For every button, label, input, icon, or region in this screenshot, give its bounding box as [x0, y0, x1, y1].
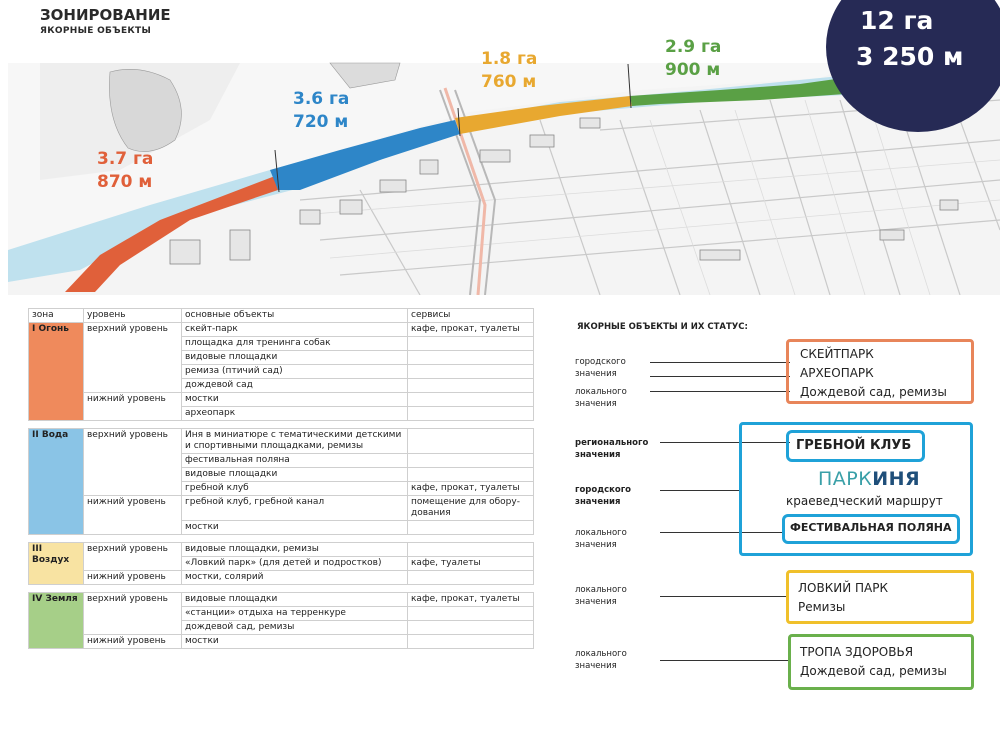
service-cell — [408, 365, 534, 379]
col-header-zone: зона — [29, 309, 84, 323]
service-cell — [408, 454, 534, 468]
zone-cell-air: III Воздух — [29, 543, 84, 585]
total-area: 12 га — [860, 6, 934, 35]
anchor-local-history-route: краеведческий маршрут — [786, 494, 943, 508]
zone-earth-area: 2.9 га — [665, 37, 722, 57]
zone-fire-label — [97, 148, 153, 194]
anchor-remizy: Ремизы — [798, 600, 846, 614]
object-cell: гребной клуб — [182, 482, 408, 496]
object-cell: площадка для тренинга собак — [182, 337, 408, 351]
service-cell — [408, 543, 534, 557]
zone-cell-fire: I Огонь — [29, 323, 84, 421]
table-row — [29, 635, 534, 649]
table-row — [29, 571, 534, 585]
anchor-box-air — [786, 570, 974, 624]
label-regional — [575, 437, 655, 461]
zone-air-length: 760 м — [481, 72, 537, 92]
col-header-objects: основные объекты — [182, 309, 408, 323]
status-title: ЯКОРНЫЕ ОБЪЕКТЫ И ИХ СТАТУС: — [577, 322, 748, 332]
service-cell — [408, 635, 534, 649]
connector-line — [660, 596, 788, 597]
object-cell: мостки — [182, 521, 408, 535]
service-cell — [408, 621, 534, 635]
park-inya-park: ПАРК — [818, 468, 873, 490]
anchor-agile-park: ЛОВКИЙ ПАРК — [798, 581, 888, 595]
object-cell: археопарк — [182, 407, 408, 421]
zone-fire-length: 870 м — [97, 172, 153, 192]
object-cell: видовые площадки, ремизы — [182, 543, 408, 557]
connector-line — [660, 490, 742, 491]
zone-earth-label — [665, 36, 721, 82]
service-cell: кафе, прокат, туалеты — [408, 482, 534, 496]
label-city-water-text: городского значения — [575, 485, 631, 507]
object-cell: скейт-парк — [182, 323, 408, 337]
connector-line — [650, 376, 790, 377]
connector-line — [650, 362, 790, 363]
anchor-archeopark: АРХЕОПАРК — [800, 366, 874, 380]
service-cell — [408, 351, 534, 365]
object-cell: фестивальная поляна — [182, 454, 408, 468]
label-local-earth: локального значения — [575, 649, 627, 671]
page-title: ЗОНИРОВАНИЕ — [40, 6, 171, 24]
service-cell — [408, 393, 534, 407]
label-city-water — [575, 484, 655, 508]
table-row — [29, 429, 534, 454]
label-local-fire: локального значения — [575, 387, 627, 409]
table-row — [29, 323, 534, 337]
zone-earth-length: 900 м — [665, 60, 721, 80]
service-cell — [408, 571, 534, 585]
object-cell: «станции» отдыха на терренкуре — [182, 607, 408, 621]
object-cell: «Ловкий парк» (для детей и подростков) — [182, 557, 408, 571]
zone-water-length: 720 м — [293, 112, 349, 132]
anchor-rowing-club: ГРЕБНОЙ КЛУБ — [796, 438, 912, 453]
object-cell: дождевой сад — [182, 379, 408, 393]
connector-line — [650, 391, 790, 392]
label-local-water: локального значения — [575, 528, 627, 550]
object-cell: мостки — [182, 393, 408, 407]
anchor-rain-garden-earth: Дождевой сад, ремизы — [800, 664, 947, 678]
zone-water-label — [293, 88, 349, 134]
object-cell: видовые площадки — [182, 468, 408, 482]
zone-water-area: 3.6 га — [293, 89, 350, 109]
service-cell: кафе, прокат, туалеты — [408, 593, 534, 607]
anchor-festival-glade: ФЕСТИВАЛЬНАЯ ПОЛЯНА — [790, 521, 952, 534]
service-cell — [408, 379, 534, 393]
anchor-health-trail: ТРОПА ЗДОРОВЬЯ — [800, 645, 914, 659]
level-cell: нижний уровень — [84, 635, 182, 649]
table-row — [29, 593, 534, 607]
object-cell: Иня в миниатюре с тематическими детскими и спортивными площадками, ремизы — [182, 429, 408, 454]
table-row — [29, 543, 534, 557]
col-header-level: уровень — [84, 309, 182, 323]
label-city-fire: городского значения — [575, 357, 626, 379]
service-cell — [408, 429, 534, 454]
level-cell: верхний уровень — [84, 593, 182, 635]
connector-line — [660, 660, 788, 661]
label-local-air: локального значения — [575, 585, 627, 607]
level-cell: нижний уровень — [84, 571, 182, 585]
zone-air-label — [481, 48, 537, 94]
object-cell: ремиза (птичий сад) — [182, 365, 408, 379]
object-cell: гребной клуб, гребной канал — [182, 496, 408, 521]
level-cell: верхний уровень — [84, 323, 182, 393]
anchor-rain-garden: Дождевой сад, ремизы — [800, 385, 947, 399]
table-gap — [29, 585, 534, 593]
park-inya-logo — [818, 468, 920, 490]
table-row — [29, 393, 534, 407]
service-cell — [408, 468, 534, 482]
anchor-skatepark: СКЕЙТПАРК — [800, 347, 874, 361]
park-inya-inya: ИНЯ — [872, 468, 921, 490]
service-cell: кафе, прокат, туалеты — [408, 323, 534, 337]
label-regional-text: регионального значения — [575, 438, 649, 460]
table-header-row — [29, 309, 534, 323]
object-cell: мостки, солярий — [182, 571, 408, 585]
level-cell: верхний уровень — [84, 429, 182, 496]
service-cell — [408, 607, 534, 621]
service-cell — [408, 407, 534, 421]
object-cell: дождевой сад, ремизы — [182, 621, 408, 635]
zone-cell-water: II Вода — [29, 429, 84, 535]
page-subtitle: ЯКОРНЫЕ ОБЪЕКТЫ — [40, 26, 152, 36]
table-row — [29, 496, 534, 521]
zone-fire-area: 3.7 га — [97, 149, 154, 169]
service-cell — [408, 521, 534, 535]
total-length: 3 250 м — [856, 42, 964, 71]
level-cell: верхний уровень — [84, 543, 182, 571]
zoning-table — [28, 308, 534, 649]
object-cell: видовые площадки — [182, 593, 408, 607]
object-cell: видовые площадки — [182, 351, 408, 365]
col-header-services: сервисы — [408, 309, 534, 323]
service-cell: помещение для обору-дования — [408, 496, 534, 521]
anchor-box-earth — [788, 634, 974, 690]
service-cell: кафе, туалеты — [408, 557, 534, 571]
level-cell: нижний уровень — [84, 393, 182, 421]
table-gap — [29, 421, 534, 429]
table-gap — [29, 535, 534, 543]
service-cell — [408, 337, 534, 351]
zone-air-area: 1.8 га — [481, 49, 538, 69]
zone-cell-earth: IV Земля — [29, 593, 84, 649]
level-cell: нижний уровень — [84, 496, 182, 535]
object-cell: мостки — [182, 635, 408, 649]
